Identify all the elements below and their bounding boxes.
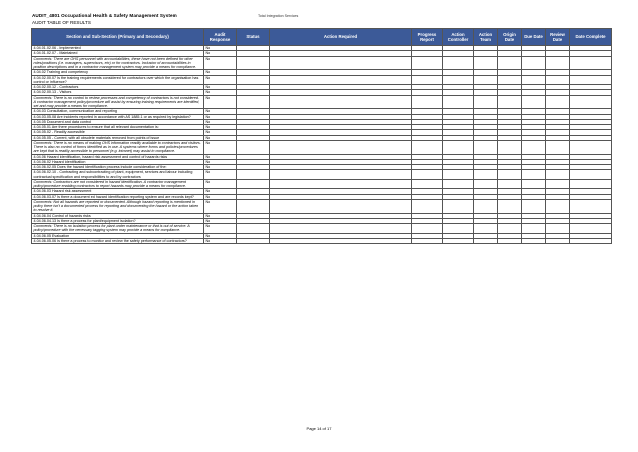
table-row (32, 238, 612, 243)
due-date-cell (522, 75, 546, 85)
review-date-cell (546, 75, 570, 85)
section-cell: 4.04.05 Document and data control (32, 119, 204, 124)
status-cell (237, 199, 270, 213)
due-date-cell (522, 224, 546, 234)
table-header-row (32, 29, 612, 46)
col-header-review-date: Review Date (546, 29, 570, 46)
audit-response-cell: No (204, 119, 237, 124)
progress-report-cell (412, 140, 443, 154)
action-controller-cell (443, 170, 474, 180)
audit-response-cell: No (204, 213, 237, 218)
audit-response-cell: No (204, 85, 237, 90)
progress-report-cell (412, 179, 443, 189)
comment-row (32, 95, 612, 109)
section-cell: 4.04.06.03 Hazard risk assessment (32, 189, 204, 194)
action-controller-cell (443, 238, 474, 243)
section-cell: 4.04.06.02 Hazard identification (32, 159, 204, 164)
section-cell: 4.04.01.02.07 - Maintained (32, 51, 204, 56)
origin-date-cell (498, 56, 522, 70)
section-cell: 4.04.03.05.08 Are incidents reported in accordance with AS 1885.1 or as required by legislation? (32, 114, 204, 119)
action-team-cell (474, 199, 498, 213)
col-header-date-complete: Date Complete (570, 29, 612, 46)
audit-response-cell: No (204, 194, 237, 199)
audit-response-cell: No (204, 154, 237, 159)
section-cell: 4.04.06.02.05 Does the hazard identification process include consideration of the: (32, 165, 204, 170)
audit-response-cell: No (204, 199, 237, 213)
section-cell: 4.04.06 Hazard identification, hazard risk assessment and control of hazards risks (32, 154, 204, 159)
action-team-cell (474, 140, 498, 154)
page-number: Page 14 of 17 (306, 426, 332, 431)
section-cell: 4.04.05.02 - Readily accessible (32, 130, 204, 135)
audit-response-cell: No (204, 170, 237, 180)
audit-response-cell: No (204, 114, 237, 119)
section-cell: 4.04.03 Consultation, communication and reporting (32, 109, 204, 114)
section-cell: 4.04.06.04 Control of hazards risks (32, 213, 204, 218)
origin-date-cell (498, 75, 522, 85)
comment-row (32, 224, 612, 234)
action-controller-cell (443, 140, 474, 154)
action-controller-cell (443, 75, 474, 85)
section-cell: 4.04.02 Training and competency (32, 70, 204, 75)
section-cell: 4.04.01.02.06 - Implemented (32, 46, 204, 51)
audit-response-cell: No (204, 109, 237, 114)
due-date-cell (522, 199, 546, 213)
progress-report-cell (412, 95, 443, 109)
col-header-action-controller: Action Controller (443, 29, 474, 46)
header-note: Total Integration Services (258, 13, 299, 18)
progress-report-cell (412, 75, 443, 85)
audit-response-cell: No (204, 56, 237, 70)
comment-row (32, 56, 612, 70)
audit-response-cell: No (204, 233, 237, 238)
action-controller-cell (443, 199, 474, 213)
col-header-section: Section and Sub-Section (Primary and Secondary) (32, 29, 204, 46)
audit-response-cell: No (204, 130, 237, 135)
progress-report-cell (412, 170, 443, 180)
progress-report-cell (412, 238, 443, 243)
origin-date-cell (498, 238, 522, 243)
action-required-cell (270, 199, 412, 213)
audit-response-cell: No (204, 159, 237, 164)
section-cell: 4.04.02.00.12 - Contractors (32, 85, 204, 90)
due-date-cell (522, 238, 546, 243)
origin-date-cell (498, 95, 522, 109)
origin-date-cell (498, 170, 522, 180)
action-required-cell (270, 179, 412, 189)
section-cell: 4.04.06.05 Evaluation (32, 233, 204, 238)
progress-report-cell (412, 199, 443, 213)
date-complete-cell (570, 170, 612, 180)
due-date-cell (522, 95, 546, 109)
audit-response-cell: No (204, 51, 237, 56)
section-cell: 4.04.06.05.06 Is there a process to monitor and review the safety performance of contractors? (32, 238, 204, 243)
table-row (32, 170, 612, 180)
origin-date-cell (498, 224, 522, 234)
review-date-cell (546, 224, 570, 234)
report-subtitle: AUDIT TABLE OF RESULTS (32, 19, 91, 25)
review-date-cell (546, 56, 570, 70)
col-header-action-required: Action Required (270, 29, 412, 46)
comment-row (32, 179, 612, 189)
section-cell: Comments: Not all hazards are reported or documented. Although hazard reporting is mentioned in policy there isn't a documented process for reporting and documenting the hazard or the action taken to resolve it. (32, 199, 204, 213)
action-controller-cell (443, 95, 474, 109)
action-controller-cell (443, 179, 474, 189)
col-header-audit-response: Audit Response (204, 29, 237, 46)
progress-report-cell (412, 56, 443, 70)
status-cell (237, 140, 270, 154)
audit-response-cell: No (204, 189, 237, 194)
action-controller-cell (443, 224, 474, 234)
audit-response-cell: No (204, 95, 237, 109)
status-cell (237, 224, 270, 234)
date-complete-cell (570, 238, 612, 243)
audit-response-cell: No (204, 90, 237, 95)
action-required-cell (270, 224, 412, 234)
action-controller-cell (443, 56, 474, 70)
due-date-cell (522, 179, 546, 189)
section-cell: 4.04.06.03.07 Is there a document ed hazard identification reporting system and are records kept? (32, 194, 204, 199)
date-complete-cell (570, 179, 612, 189)
col-header-origin-date: Origin Date (498, 29, 522, 46)
audit-response-cell: No (204, 70, 237, 75)
audit-response-cell: No (204, 179, 237, 189)
audit-response-cell: No (204, 75, 237, 85)
section-cell: 4.04.06.04.13 Is there a process for plant/equipment isolation? (32, 218, 204, 223)
section-cell: 4.04.05.05 - Current, with all obsolete materials removed from points of issue (32, 135, 204, 140)
action-required-cell (270, 238, 412, 243)
action-required-cell (270, 140, 412, 154)
audit-response-cell: No (204, 125, 237, 130)
status-cell (237, 179, 270, 189)
report-title: AUDIT_4801 Occupational Health & Safety Management System (32, 13, 177, 18)
audit-response-cell: No (204, 218, 237, 223)
date-complete-cell (570, 140, 612, 154)
audit-response-cell: No (204, 140, 237, 154)
due-date-cell (522, 56, 546, 70)
section-cell: Comments: There is no means of making OHS information readily available to contractors and visitors. There is also no control of forms identified as in use. A systems where forms and policies/procedures are kept that is readily accessible to personnel (e.g. intranet) may assist in compliance. (32, 140, 204, 154)
col-header-status: Status (237, 29, 270, 46)
status-cell (237, 95, 270, 109)
due-date-cell (522, 140, 546, 154)
action-team-cell (474, 224, 498, 234)
section-cell: 4.04.02.00.07 Is the training requirements considered for contractors over which the organisation has control or influence? (32, 75, 204, 85)
section-cell: 4.04.02.00.13 - Visitors (32, 90, 204, 95)
due-date-cell (522, 170, 546, 180)
action-required-cell (270, 170, 412, 180)
section-cell: 4.04.05.01 Are there procedures to ensure that all relevant documentation is: (32, 125, 204, 130)
action-required-cell (270, 95, 412, 109)
date-complete-cell (570, 224, 612, 234)
comment-row (32, 199, 612, 213)
review-date-cell (546, 199, 570, 213)
col-header-action-team: Action Team (474, 29, 498, 46)
audit-response-cell: No (204, 238, 237, 243)
review-date-cell (546, 95, 570, 109)
section-cell: Comments: Contractors are not considered in hazard identification. A contractor management policy/procedure enabling contractors to report hazards may provide a means for compliance. (32, 179, 204, 189)
status-cell (237, 238, 270, 243)
action-team-cell (474, 95, 498, 109)
section-cell: Comments: There is no isolation process for plant under maintenance or that is out of service. A policy/procedure with the necessary tagging system may provide a means for compliance. (32, 224, 204, 234)
origin-date-cell (498, 140, 522, 154)
audit-response-cell: No (204, 46, 237, 51)
action-required-cell (270, 75, 412, 85)
section-cell: 4.04.06.02.10 - Contracting and subcontracting of plant, equipment, services and labour including contractual specification and responsibilities to and by contractors (32, 170, 204, 180)
origin-date-cell (498, 199, 522, 213)
action-team-cell (474, 56, 498, 70)
col-header-progress-report: Progress Report (412, 29, 443, 46)
audit-response-cell: No (204, 224, 237, 234)
action-required-cell (270, 56, 412, 70)
status-cell (237, 56, 270, 70)
comment-row (32, 140, 612, 154)
status-cell (237, 75, 270, 85)
review-date-cell (546, 179, 570, 189)
review-date-cell (546, 170, 570, 180)
status-cell (237, 170, 270, 180)
section-cell: Comments: There are OHS personnel with accountabilities, these have not been defined for other roles/positions (i.e. managers, supervisors, etc) or for contractors. Inclusion of accountabilities in position descriptions and in a contractor management system may provide a means for compliance. (32, 56, 204, 70)
action-team-cell (474, 238, 498, 243)
action-team-cell (474, 170, 498, 180)
date-complete-cell (570, 95, 612, 109)
section-cell: Comments: There is no control to review processes and competency of contractors is not considered. A contractor management policy/procedure will assist by ensuring training requirements are identified, set and may provide a means for compliance. (32, 95, 204, 109)
action-team-cell (474, 75, 498, 85)
action-team-cell (474, 179, 498, 189)
date-complete-cell (570, 75, 612, 85)
col-header-due-date: Due Date (522, 29, 546, 46)
table-row (32, 75, 612, 85)
audit-response-cell: No (204, 135, 237, 140)
date-complete-cell (570, 199, 612, 213)
origin-date-cell (498, 179, 522, 189)
audit-results-table (31, 28, 612, 244)
review-date-cell (546, 238, 570, 243)
audit-response-cell: No (204, 165, 237, 170)
date-complete-cell (570, 56, 612, 70)
progress-report-cell (412, 224, 443, 234)
audit-table-body (32, 46, 612, 244)
review-date-cell (546, 140, 570, 154)
